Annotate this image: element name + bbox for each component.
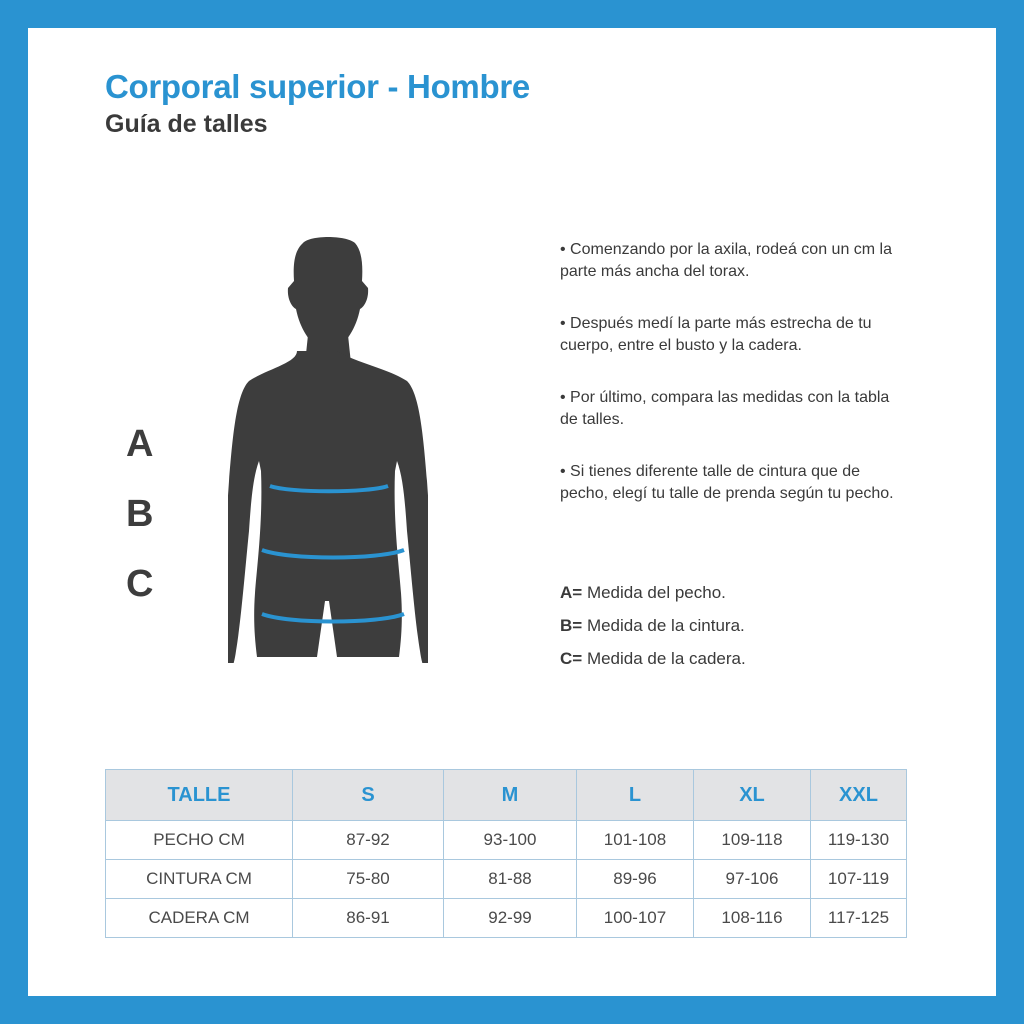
table-cell: 97-106 [694, 860, 811, 899]
size-table [105, 769, 907, 938]
row-label: PECHO CM [106, 821, 293, 860]
letter-b: B [126, 493, 154, 535]
page-subtitle: Guía de talles [105, 110, 268, 138]
legend-item-b [560, 614, 746, 647]
page-title: Corporal superior - Hombre [105, 68, 530, 105]
instruction-4: • Si tienes diferente talle de cintura que de pecho, elegí tu talle de prenda según tu pecho. [560, 463, 894, 502]
table-cell: 108-116 [694, 899, 811, 938]
table-cell: 87-92 [293, 821, 444, 860]
male-torso-figure [228, 233, 428, 663]
table-cell: 93-100 [444, 821, 577, 860]
legend-text: Medida de la cadera. [582, 649, 746, 668]
table-header-row [106, 770, 907, 821]
column-header: XXL [811, 770, 907, 821]
head-silhouette [288, 237, 368, 349]
table-cell: 100-107 [577, 899, 694, 938]
legend-item-a [560, 581, 746, 614]
table-cell: 89-96 [577, 860, 694, 899]
row-label: CADERA CM [106, 899, 293, 938]
table-cell: 75-80 [293, 860, 444, 899]
table-cell: 119-130 [811, 821, 907, 860]
table-cell: 92-99 [444, 899, 577, 938]
size-guide-card [28, 28, 996, 996]
instructions-list [560, 239, 900, 505]
legend-text: Medida de la cintura. [582, 616, 745, 635]
instruction-3: • Por último, compara las medidas con la tabla de talles. [560, 389, 890, 428]
measurement-legend [560, 581, 746, 680]
column-header: TALLE [106, 770, 293, 821]
table-cell: 86-91 [293, 899, 444, 938]
legend-key: A= [560, 583, 583, 602]
row-label: CINTURA CM [106, 860, 293, 899]
column-header: XL [694, 770, 811, 821]
table-cell: 107-119 [811, 860, 907, 899]
legend-text: Medida del pecho. [582, 583, 726, 602]
legend-key: B= [560, 616, 583, 635]
column-header: M [444, 770, 577, 821]
table-cell: 101-108 [577, 821, 694, 860]
table-cell: 81-88 [444, 860, 577, 899]
column-header: L [577, 770, 694, 821]
instruction-1: • Comenzando por la axila, rodeá con un cm la parte más ancha del torax. [560, 241, 893, 280]
letter-c: C [126, 563, 154, 605]
table-row [106, 821, 907, 860]
table-row [106, 860, 907, 899]
instruction-2: • Después medí la parte más estrecha de tu cuerpo, entre el busto y la cadera. [560, 315, 872, 354]
table-cell: 117-125 [811, 899, 907, 938]
column-header: S [293, 770, 444, 821]
letter-a: A [126, 423, 154, 465]
table-row [106, 899, 907, 938]
legend-item-c [560, 647, 746, 680]
table-cell: 109-118 [694, 821, 811, 860]
legend-key: C= [560, 649, 583, 668]
